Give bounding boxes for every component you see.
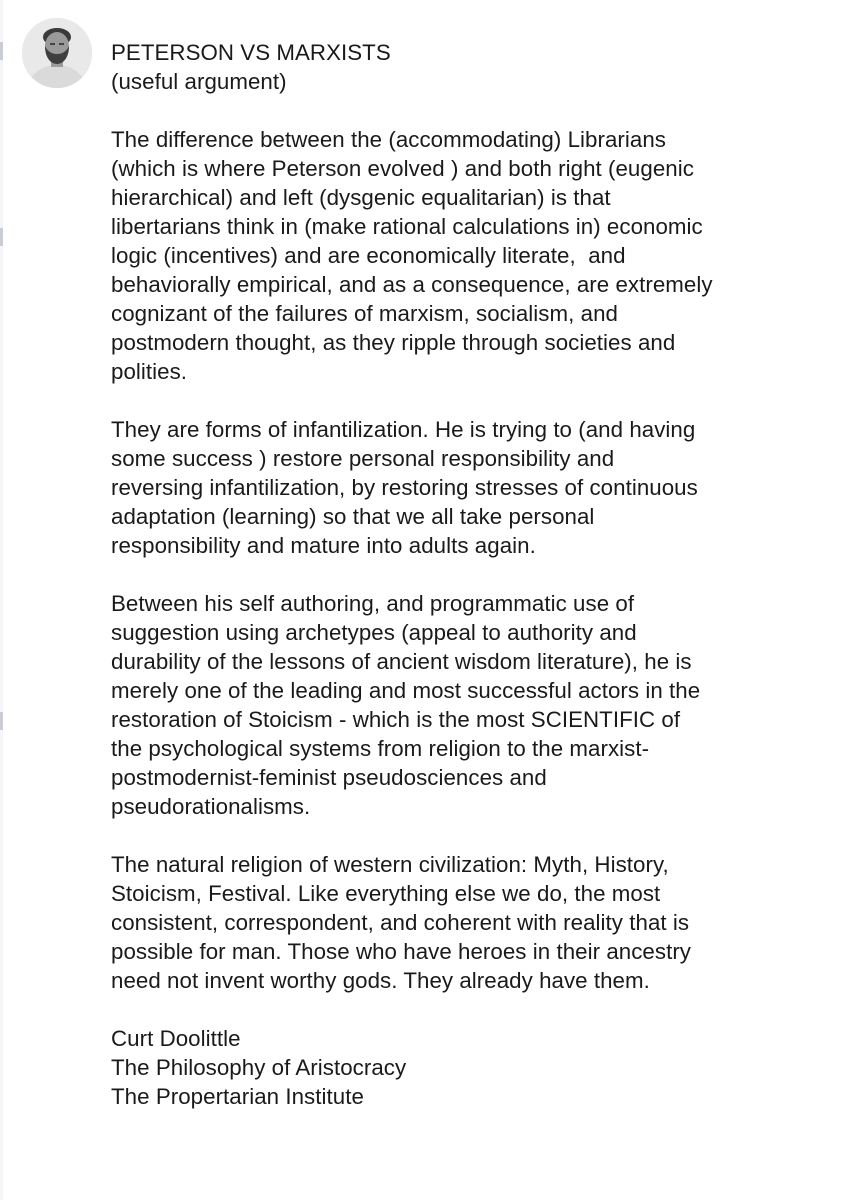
text-line: hierarchical) and left (dysgenic equalitarian) is that: [111, 185, 611, 210]
text-line: reversing infantilization, by restoring stresses of continuous: [111, 475, 698, 500]
text-line: merely one of the leading and most successful actors in the: [111, 678, 701, 703]
paragraph-gap: [111, 821, 841, 850]
text-line: pseudorationalisms.: [111, 794, 311, 819]
post-title: PETERSON VS MARXISTS: [111, 40, 391, 65]
text-line: (which is where Peterson evolved ) and both right (eugenic: [111, 156, 694, 181]
text-line: cognizant of the failures of marxism, socialism, and: [111, 301, 618, 326]
text-line: responsibility and mature into adults again.: [111, 533, 536, 558]
text-line: some success ) restore personal responsibility and: [111, 446, 615, 471]
text-line: need not invent worthy gods. They already have them.: [111, 968, 650, 993]
text-line: They are forms of infantilization. He is trying to (and having: [111, 417, 696, 442]
paragraph-gap: [111, 386, 841, 415]
edge-marker: [0, 42, 3, 60]
paragraph-gap: [111, 560, 841, 589]
signature-block: [111, 1024, 841, 1111]
text-line: behaviorally empirical, and as a consequence, are extremely: [111, 272, 713, 297]
text-line: durability of the lessons of ancient wisdom literature), he is: [111, 649, 692, 674]
text-line: The difference between the (accommodating) Librarians: [111, 127, 667, 152]
text-line: restoration of Stoicism - which is the most SCIENTIFIC of: [111, 707, 681, 732]
text-line: Between his self authoring, and programmatic use of: [111, 591, 635, 616]
edge-marker: [0, 228, 3, 246]
author-name: Curt Doolittle: [111, 1026, 241, 1051]
edge-marker: [0, 712, 3, 730]
paragraph-gap: [111, 96, 841, 125]
text-line: polities.: [111, 359, 188, 384]
avatar[interactable]: [22, 18, 92, 88]
author-affiliation: The Philosophy of Aristocracy: [111, 1055, 407, 1080]
text-line: Stoicism, Festival. Like everything else we do, the most: [111, 881, 661, 906]
post-body: [111, 38, 841, 1111]
text-line: logic (incentives) and are economically literate, and: [111, 243, 626, 268]
text-line: The natural religion of western civilization: Myth, History,: [111, 852, 669, 877]
text-line: adaptation (learning) so that we all take personal: [111, 504, 595, 529]
window-left-edge: [0, 0, 3, 1200]
text-line: libertarians think in (make rational calculations in) economic: [111, 214, 703, 239]
text-line: possible for man. Those who have heroes in their ancestry: [111, 939, 691, 964]
paragraph-3: [111, 589, 841, 821]
text-line: the psychological systems from religion to the marxist-: [111, 736, 650, 761]
text-line: suggestion using archetypes (appeal to authority and: [111, 620, 637, 645]
paragraph-gap: [111, 995, 841, 1024]
paragraph-4: [111, 850, 841, 995]
post-subtitle: (useful argument): [111, 69, 287, 94]
text-line: postmodernist-feminist pseudosciences and: [111, 765, 547, 790]
text-line: consistent, correspondent, and coherent with reality that is: [111, 910, 690, 935]
paragraph-1: [111, 125, 841, 386]
paragraph-2: [111, 415, 841, 560]
text-line: postmodern thought, as they ripple through societies and: [111, 330, 676, 355]
author-affiliation: The Propertarian Institute: [111, 1084, 364, 1109]
profile-photo-icon: [22, 18, 92, 88]
